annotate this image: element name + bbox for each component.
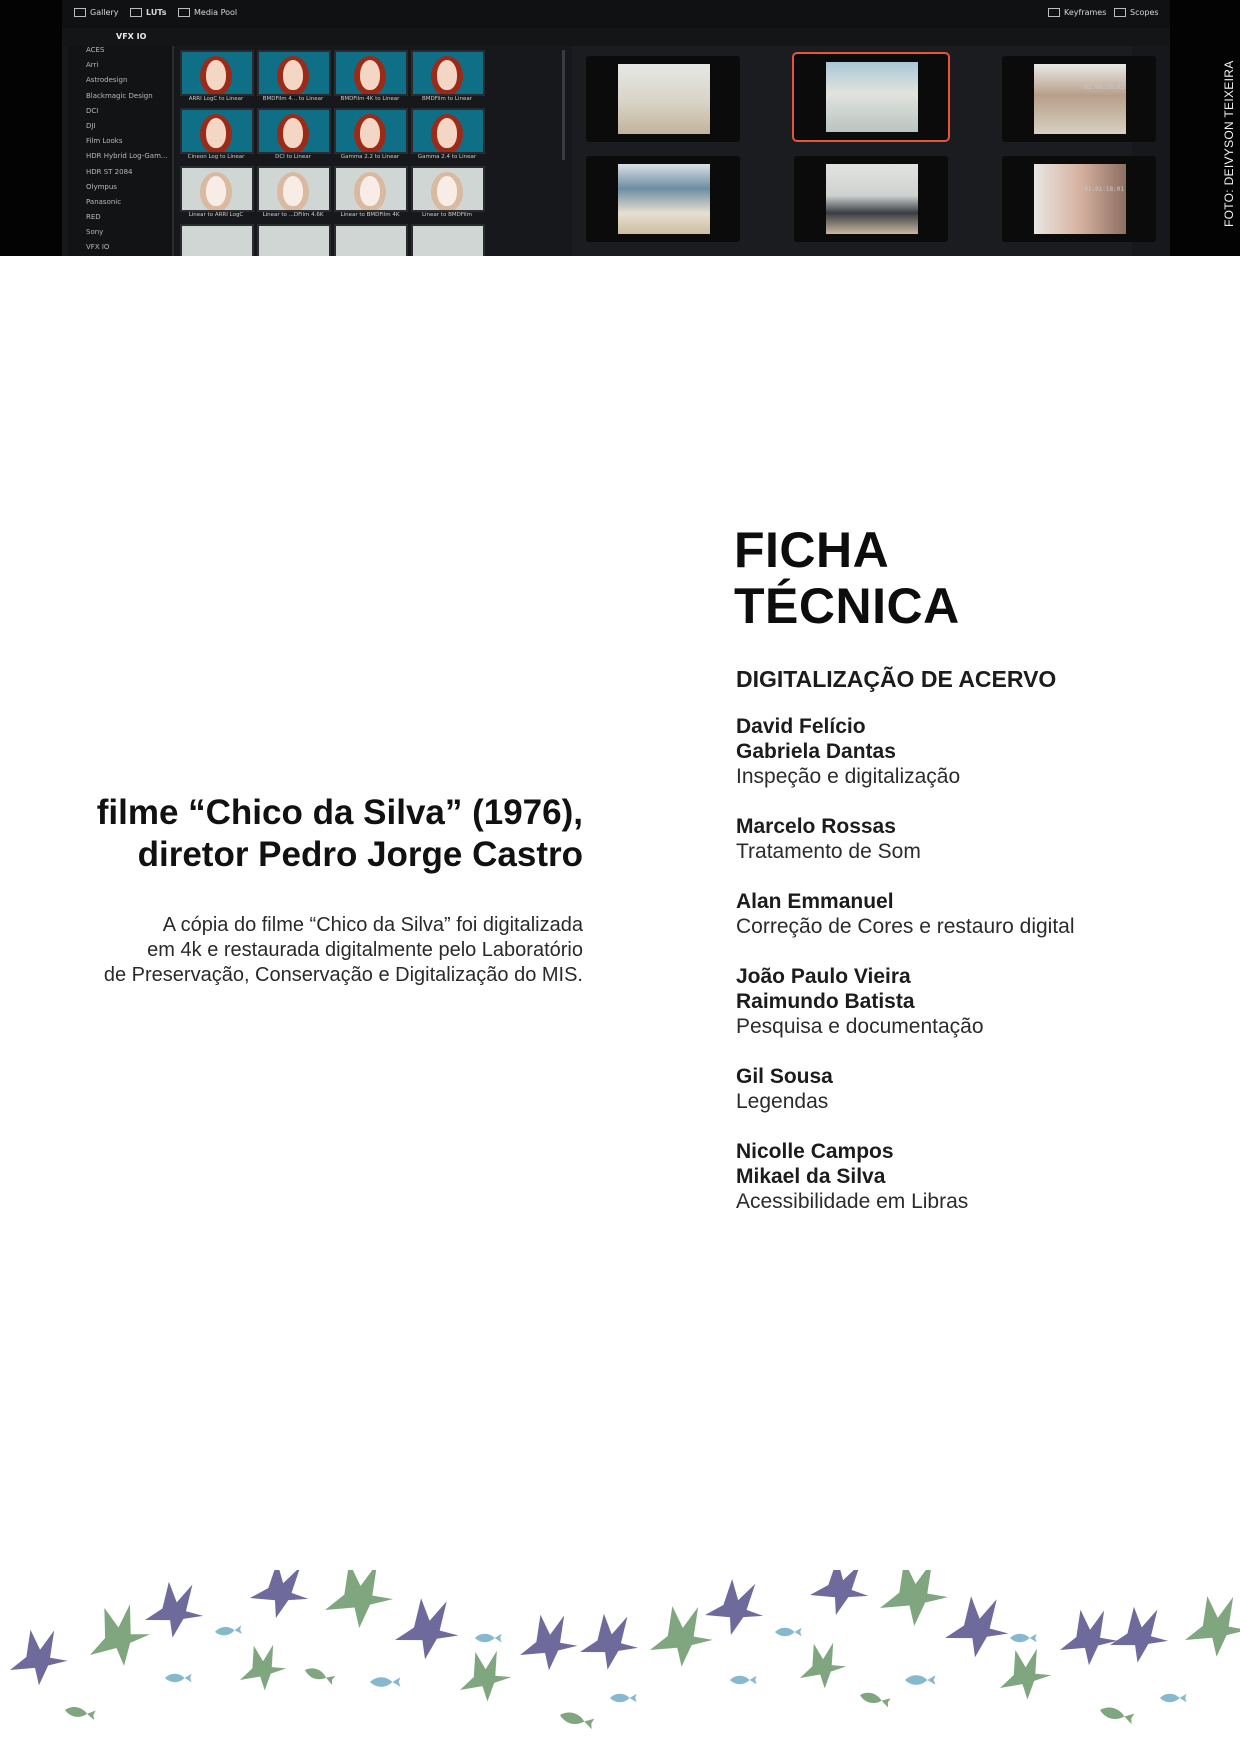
credit-role: Pesquisa e documentação	[736, 1015, 984, 1038]
film-still	[618, 64, 710, 134]
lut-thumbnail-caption: BMDFilm 4... to Linear	[262, 96, 324, 102]
credit-name: João Paulo Vieira	[736, 965, 911, 988]
lut-thumbnail-caption: Linear to BMDFilm 4K	[340, 212, 400, 218]
lut-category-item: HDR ST 2084	[86, 167, 133, 176]
clip-frames	[572, 46, 1132, 256]
portrait-face	[283, 118, 303, 148]
swallow-icon	[639, 1597, 718, 1675]
lut-thumbnail-caption: Cineon Log to Linear	[187, 154, 245, 160]
lut-category-list	[68, 46, 174, 256]
swallow-icon	[509, 1606, 582, 1677]
lut-thumbnail-caption: BMDFilm 4K to Linear	[340, 96, 400, 102]
film-description-line: de Preservação, Conservação e Digitalização do MIS.	[103, 964, 583, 986]
scopes-tab: Scopes	[1114, 8, 1159, 17]
credit-name: Marcelo Rossas	[736, 815, 896, 838]
timecode: 01:00:58:03	[1084, 84, 1124, 91]
lut-thumbnail	[411, 50, 485, 96]
lut-thumbnail	[411, 224, 485, 256]
gallery-tab: Gallery	[74, 8, 119, 17]
credit-entry	[736, 1064, 1196, 1114]
fish-icon	[1010, 1634, 1037, 1642]
lut-thumbnail	[334, 166, 408, 212]
lut-thumbnail	[411, 108, 485, 154]
bird-pattern	[0, 1570, 1240, 1750]
swallow-icon	[572, 1607, 641, 1675]
header-photo	[0, 0, 1240, 256]
swallow-icon	[229, 1637, 290, 1698]
lut-thumbnail	[180, 50, 254, 96]
credit-entry	[736, 814, 1196, 864]
credit-name: David Felício	[736, 715, 866, 738]
credit-name: Alan Emmanuel	[736, 890, 894, 913]
fish-icon	[165, 1674, 192, 1682]
lut-thumbnail	[257, 108, 331, 154]
lut-category-item: VFX IO	[86, 243, 110, 252]
scopes-icon	[1114, 8, 1126, 17]
credit-name: Raimundo Batista	[736, 990, 915, 1013]
lut-browser-bar	[62, 28, 1170, 46]
film-still	[1034, 164, 1126, 234]
portrait-face	[437, 118, 457, 148]
fish-icon	[905, 1675, 935, 1685]
lut-thumbnail-caption: Linear to ...DFilm 4.6K	[262, 212, 324, 218]
fish-icon	[859, 1690, 891, 1707]
swallow-icon	[988, 1641, 1056, 1708]
fish-icon	[559, 1710, 595, 1729]
fish-icon	[775, 1628, 802, 1636]
portrait-face	[283, 60, 303, 90]
section-title: DIGITALIZAÇÃO DE ACERVO	[736, 666, 1057, 692]
fish-icon	[475, 1634, 502, 1642]
lut-thumbnail	[334, 108, 408, 154]
lut-thumbnail-grid	[180, 50, 560, 256]
film-still	[826, 62, 918, 132]
credit-entry	[736, 1139, 1196, 1214]
lut-category-item: Blackmagic Design	[86, 91, 153, 100]
credit-entry	[736, 964, 1196, 1039]
portrait-face	[437, 60, 457, 90]
fish-icon	[610, 1694, 637, 1702]
swallow-icon	[868, 1570, 954, 1635]
film-still	[1034, 64, 1126, 134]
lut-thumbnail	[257, 224, 331, 256]
credit-name: Mikael da Silva	[736, 1165, 886, 1188]
lut-category-item: ACES	[86, 46, 105, 54]
media-pool-icon	[178, 8, 190, 17]
media-pool-tab: Media Pool	[178, 8, 237, 17]
credit-role: Legendas	[736, 1090, 829, 1113]
gallery-icon	[74, 8, 86, 17]
clip-frame-selected	[794, 54, 948, 140]
lut-thumbnail	[180, 166, 254, 212]
portrait-face	[360, 60, 380, 90]
swallow-icon	[386, 1591, 462, 1665]
lut-thumbnail-caption: BMDFilm to Linear	[421, 96, 473, 102]
fish-icon	[215, 1625, 242, 1636]
lut-category-item: Arri	[86, 61, 99, 70]
film-title-line: filme “Chico da Silva” (1976),	[96, 793, 583, 832]
portrait-face	[206, 60, 226, 90]
clip-frame	[586, 156, 740, 242]
portrait-face	[206, 176, 226, 206]
heading-line: TÉCNICA	[734, 578, 960, 634]
keyframes-tab: Keyframes	[1048, 8, 1106, 17]
keyframes-icon	[1048, 8, 1060, 17]
lut-category-item: Sony	[86, 228, 104, 237]
lut-category-item: RED	[86, 213, 101, 222]
portrait-face	[206, 118, 226, 148]
lut-thumbnail-caption: DCI to Linear	[275, 154, 311, 160]
film-title-line: diretor Pedro Jorge Castro	[137, 835, 583, 874]
luts-tab: LUTs	[130, 8, 166, 17]
swallow-icon	[1174, 1587, 1240, 1665]
swallow-icon	[700, 1575, 766, 1639]
fish-icon	[64, 1705, 96, 1720]
fish-icon	[1160, 1694, 1187, 1702]
film-description-line: em 4k e restaurada digitalmente pelo Laboratório	[147, 939, 583, 961]
lut-category-item: DJI	[86, 121, 96, 130]
lut-thumbnail-caption: Linear to BMDFilm	[421, 212, 473, 218]
timecode: 01:01:18:01	[1084, 186, 1124, 193]
film-description-line: A cópia do filme “Chico da Silva” foi digitalizada	[162, 914, 583, 936]
app-toolbar	[62, 0, 1170, 29]
fish-icon	[370, 1677, 400, 1687]
swallow-icon	[137, 1575, 206, 1643]
lut-category-item: Panasonic	[86, 197, 122, 206]
swallow-icon	[245, 1570, 311, 1622]
lut-thumbnail	[257, 166, 331, 212]
portrait-face	[360, 118, 380, 148]
credit-entry	[736, 889, 1196, 939]
lut-category-item: Olympus	[86, 182, 117, 191]
lut-thumbnail-caption: Gamma 2.4 to Linear	[417, 154, 477, 160]
swallow-icon	[805, 1570, 871, 1619]
film-still	[618, 164, 710, 234]
swallow-icon	[73, 1595, 157, 1678]
portrait-face	[360, 176, 380, 206]
thumbnail-scrollbar	[562, 50, 565, 160]
luts-icon	[130, 8, 142, 17]
clip-frame	[794, 156, 948, 242]
swallow-icon	[0, 1621, 72, 1692]
photo-credit: FOTO: DEIVYSON TEIXEIRA	[1222, 60, 1236, 227]
swallow-icon	[1102, 1600, 1171, 1668]
credit-name: Gil Sousa	[736, 1065, 833, 1088]
swallow-icon	[448, 1643, 516, 1710]
film-description	[23, 913, 583, 988]
lut-category-item: HDR Hybrid Log-Gam...	[86, 152, 168, 161]
swallow-icon	[313, 1570, 399, 1637]
fish-icon	[1099, 1705, 1135, 1724]
lut-category-item: Astrodesign	[86, 76, 128, 85]
lut-thumbnail-caption: Linear to ARRI LogC	[188, 212, 244, 218]
portrait-face	[437, 176, 457, 206]
portrait-face	[283, 176, 303, 206]
swallow-icon	[1049, 1601, 1122, 1672]
film-still	[826, 164, 918, 234]
credit-role: Correção de Cores e restauro digital	[736, 915, 1075, 938]
ficha-tecnica-heading	[734, 522, 960, 634]
lut-category-item: Film Looks	[86, 137, 123, 146]
grading-software-screen	[62, 0, 1170, 256]
heading-line: FICHA	[734, 522, 890, 578]
credit-role: Acessibilidade em Libras	[736, 1190, 969, 1213]
swallow-icon	[936, 1589, 1012, 1663]
credit-entry	[736, 714, 1196, 789]
credits-list	[736, 714, 1196, 1239]
clip-frame	[586, 56, 740, 142]
credit-name: Nicolle Campos	[736, 1140, 894, 1163]
film-title	[23, 792, 583, 876]
clip-frame	[1002, 156, 1156, 242]
credit-role: Tratamento de Som	[736, 840, 921, 863]
clip-frame	[1002, 56, 1156, 142]
lut-category-item: DCI	[86, 106, 99, 115]
credit-role: Inspeção e digitalização	[736, 765, 961, 788]
lut-thumbnail	[334, 50, 408, 96]
lut-thumbnail	[411, 166, 485, 212]
lut-thumbnail	[180, 108, 254, 154]
lut-thumbnail-caption: Gamma 2.2 to Linear	[340, 154, 400, 160]
lut-thumbnail	[334, 224, 408, 256]
lut-thumbnail-caption: ARRI LogC to Linear	[188, 96, 244, 102]
breadcrumb: VFX IO	[116, 32, 147, 41]
fish-icon	[730, 1676, 757, 1684]
credit-name: Gabriela Dantas	[736, 740, 896, 763]
lut-thumbnail	[257, 50, 331, 96]
lut-thumbnail	[180, 224, 254, 256]
fish-icon	[303, 1665, 335, 1684]
swallow-icon	[789, 1635, 850, 1696]
